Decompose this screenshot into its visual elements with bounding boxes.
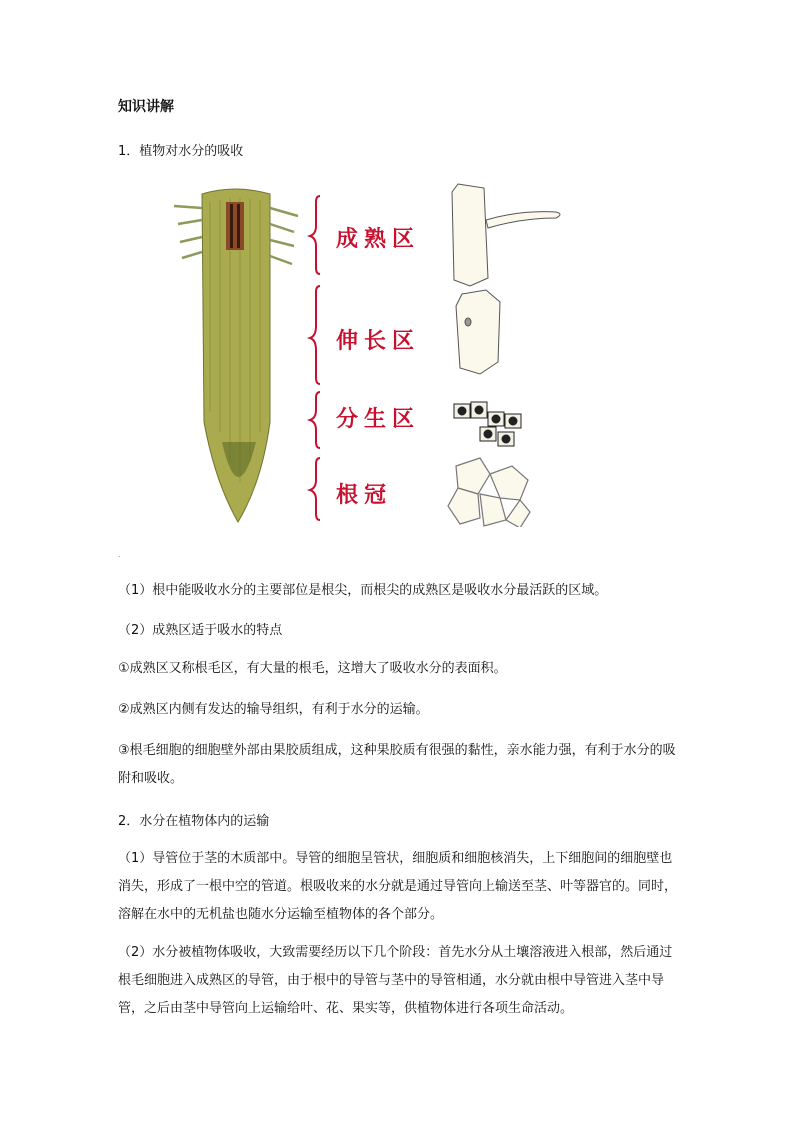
page-heading: 知识讲解 [118, 99, 174, 115]
section1-title: 1．植物对水分的吸收 [118, 144, 244, 159]
zone-label-root-cap: 根冠 [336, 482, 393, 508]
root-tip-diagram [160, 182, 580, 527]
section2-title: 2．水分在植物体内的运输 [118, 814, 270, 829]
cell-meristem [454, 402, 521, 446]
section1-paragraph-4: ②成熟区内侧有发达的输导组织，有利于水分的运输。 [118, 702, 429, 717]
paragraph-mark: . [118, 550, 121, 559]
section2-paragraph-1: （1）导管位于茎的木质部中。导管的细胞呈管状，细胞质和细胞核消失，上下细胞间的细胞壁也消失，形成了一根中空的管道。根吸收来的水分就是通过导管向上输送至茎、叶等器官的。同时，溶解在水中的无机盐也随水分运输至植物体的各个部分。 [118, 851, 678, 922]
section1-paragraph-5: ③根毛细胞的细胞壁外部由果胶质组成，这种果胶质有很强的黏性，亲水能力强，有利于水分的吸附和吸收。 [118, 743, 676, 786]
cell-root-hair [452, 184, 560, 286]
section1-paragraph-2: （2）成熟区适于吸水的特点 [118, 623, 283, 638]
cell-elongation [456, 290, 500, 374]
cell-root-cap [448, 458, 530, 527]
zone-label-meristem: 分生区 [336, 406, 421, 432]
section1-paragraph-1: （1）根中能吸收水分的主要部位是根尖，而根尖的成熟区是吸收水分最活跃的区域。 [118, 583, 608, 598]
section1-paragraph-3: ①成熟区又称根毛区，有大量的根毛，这增大了吸收水分的表面积。 [118, 661, 507, 676]
root-tip-illustration [174, 189, 298, 522]
zone-label-maturation: 成熟区 [336, 226, 421, 252]
zone-brackets [310, 196, 320, 520]
section2-paragraph-2: （2）水分被植物体吸收，大致需要经历以下几个阶段：首先水分从土壤溶液进入根部，然后通过根毛细胞进入成熟区的导管，由于根中的导管与茎中的导管相通，水分就由根中导管进入茎中导管，之后由茎中导管向上运输给叶、花、果实等，供植物体进行各项生命活动。 [118, 945, 673, 1016]
zone-label-elongation: 伸长区 [336, 328, 421, 354]
